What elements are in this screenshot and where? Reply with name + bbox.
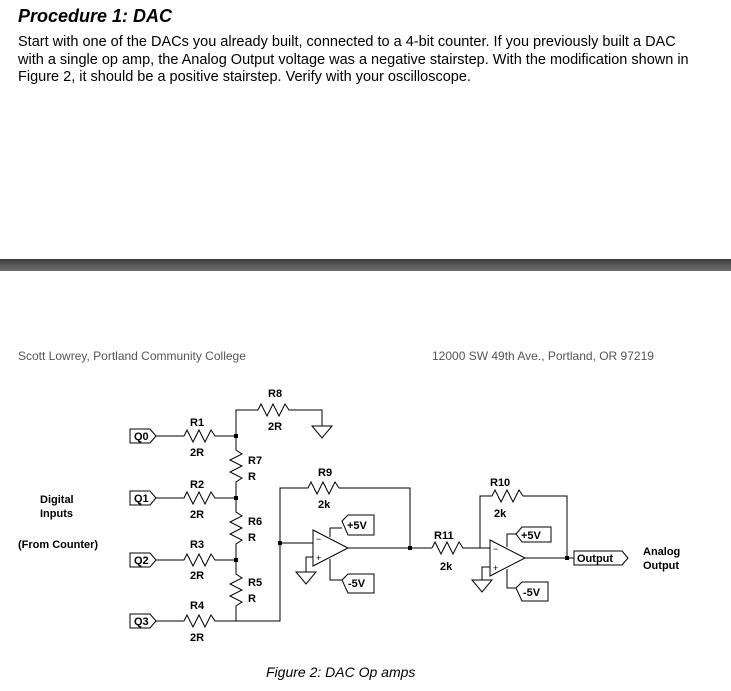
- svg-text:R6: R6: [248, 516, 263, 528]
- svg-text:R9: R9: [318, 467, 333, 479]
- svg-text:2k: 2k: [440, 561, 453, 573]
- svg-text:Q2: Q2: [134, 555, 149, 567]
- supply-flag-neg-1: [342, 574, 374, 593]
- svg-text:R1: R1: [190, 417, 205, 429]
- svg-text:+5V: +5V: [521, 530, 541, 542]
- supply-flag-pos-2: [516, 527, 551, 542]
- svg-text:Output: Output: [577, 553, 614, 565]
- input-flag-q1: [130, 491, 156, 505]
- resistor-r7: [230, 436, 262, 498]
- supply-flag-neg-2: [516, 582, 548, 601]
- svg-text:Q0: Q0: [134, 431, 149, 443]
- ground-icon: [296, 572, 316, 584]
- svg-text:Q3: Q3: [134, 616, 149, 628]
- svg-text:−: −: [316, 534, 322, 544]
- supply-flag-pos-1: [342, 515, 374, 535]
- digital-label: Digital: [40, 494, 74, 506]
- footer-address: 12000 SW 49th Ave., Portland, OR 97219: [432, 349, 654, 363]
- svg-text:−: −: [493, 544, 499, 554]
- svg-text:Q1: Q1: [134, 493, 149, 505]
- footer-author: Scott Lowrey, Portland Community College: [18, 349, 246, 363]
- svg-text:R: R: [248, 532, 256, 544]
- procedure-text: Start with one of the DACs you already built, connected to a 4-bit counter. If you previously built a DAC with a single op amp, the Analog Output voltage was a negative stairstep. With the modification shown in Figure 2, it should be a positive stairstep. Verify with your oscilloscope.: [18, 34, 689, 85]
- svg-text:-5V: -5V: [523, 587, 541, 599]
- ground-icon: [472, 580, 492, 592]
- resistor-r8: [236, 388, 322, 436]
- from-counter-label: (From Counter): [18, 539, 99, 551]
- svg-text:R8: R8: [268, 388, 283, 400]
- figure-caption: Figure 2: DAC Op amps: [266, 664, 416, 680]
- resistor-r6: [230, 498, 262, 560]
- input-flag-q3: [130, 614, 156, 628]
- svg-text:R10: R10: [490, 477, 511, 489]
- svg-text:R: R: [248, 593, 256, 605]
- analog-label: Analog: [643, 546, 681, 558]
- inputs-label: Inputs: [40, 508, 73, 520]
- svg-text:-5V: -5V: [348, 578, 366, 590]
- input-flag-q0: [130, 429, 156, 443]
- output-label: Output: [643, 560, 680, 572]
- svg-text:R5: R5: [248, 577, 263, 589]
- svg-text:R3: R3: [190, 539, 205, 551]
- dac-schematic: [0, 380, 731, 660]
- page-divider: [0, 259, 731, 271]
- svg-text:R2: R2: [190, 479, 205, 491]
- svg-text:R: R: [248, 471, 256, 483]
- svg-text:2R: 2R: [190, 447, 205, 459]
- svg-text:2R: 2R: [190, 570, 205, 582]
- resistor-r5: [230, 560, 262, 621]
- svg-text:+: +: [493, 563, 499, 573]
- svg-text:R4: R4: [190, 600, 205, 612]
- svg-text:2R: 2R: [190, 509, 205, 521]
- resistor-r3: [156, 539, 236, 582]
- ground-icon: [312, 426, 332, 438]
- procedure-heading: Procedure 1: DAC: [18, 6, 173, 26]
- output-flag: [574, 551, 628, 565]
- svg-text:+: +: [316, 553, 322, 563]
- svg-text:2R: 2R: [268, 421, 283, 433]
- svg-text:R7: R7: [248, 455, 263, 467]
- resistor-r2: [156, 479, 236, 521]
- resistor-r4: [156, 600, 236, 644]
- svg-text:2R: 2R: [190, 632, 205, 644]
- resistor-r9: [280, 467, 410, 548]
- resistor-r11: [432, 530, 480, 573]
- svg-text:R11: R11: [434, 530, 454, 542]
- svg-text:2k: 2k: [318, 499, 331, 511]
- resistor-r1: [156, 417, 236, 459]
- svg-text:2k: 2k: [494, 508, 507, 520]
- input-flag-q2: [130, 553, 156, 567]
- svg-text:+5V: +5V: [347, 520, 367, 532]
